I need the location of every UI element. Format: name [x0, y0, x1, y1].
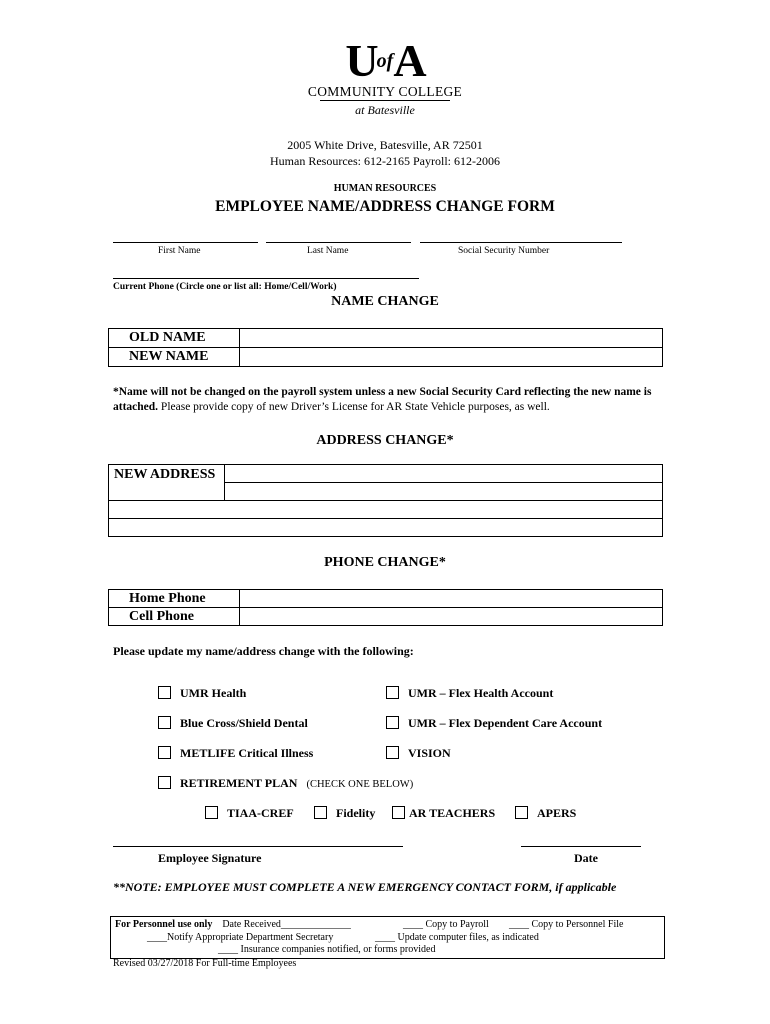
checkbox-icon[interactable] [158, 776, 171, 789]
name-change-note [113, 385, 668, 415]
ssn-field[interactable] [420, 242, 622, 243]
first-name-field[interactable] [113, 242, 258, 243]
checkbox-icon[interactable] [515, 806, 528, 819]
checkbox-icon[interactable] [386, 686, 399, 699]
checkbox-icon[interactable] [158, 716, 171, 729]
retirement-fidelity[interactable] [314, 806, 375, 821]
name-change-heading: NAME CHANGE [331, 294, 439, 309]
option-label: UMR – Flex Dependent Care Account [408, 716, 603, 730]
option-umr-flex-health[interactable] [386, 686, 553, 701]
option-label: UMR Health [180, 686, 247, 700]
option-label: AR TEACHERS [409, 806, 496, 820]
checkbox-icon[interactable] [386, 746, 399, 759]
option-metlife[interactable] [158, 746, 313, 761]
checkbox-icon[interactable] [158, 746, 171, 759]
old-name-input[interactable] [240, 329, 663, 348]
option-label: METLIFE Critical Illness [180, 746, 314, 760]
last-name-field[interactable] [266, 242, 411, 243]
logo-divider [320, 100, 450, 101]
copy-to-personnel: ____ Copy to Personnel File [509, 919, 624, 930]
personnel-use-row1 [115, 919, 351, 930]
checkbox-icon[interactable] [314, 806, 327, 819]
update-intro: Please update my name/address change with the following: [113, 644, 414, 658]
option-label: Fidelity [336, 806, 376, 820]
checkbox-icon[interactable] [392, 806, 405, 819]
form-title: EMPLOYEE NAME/ADDRESS CHANGE FORM [215, 198, 555, 215]
retirement-apers[interactable] [515, 806, 576, 821]
current-phone-field[interactable] [113, 278, 419, 279]
update-computer-files: ____ Update computer files, as indicated [375, 932, 539, 943]
emergency-contact-note: **NOTE: EMPLOYEE MUST COMPLETE A NEW EMERGENCY CONTACT FORM, if applicable [113, 880, 617, 894]
cell-phone-input[interactable] [240, 608, 663, 626]
retirement-tiaa-cref[interactable] [205, 806, 294, 821]
option-label: VISION [408, 746, 451, 760]
employee-signature-label: Employee Signature [158, 851, 262, 865]
logo-college-name: COMMUNITY COLLEGE [307, 84, 463, 99]
checkbox-icon[interactable] [386, 716, 399, 729]
option-umr-flex-dependent[interactable] [386, 716, 602, 731]
new-name-label: NEW NAME [109, 348, 240, 367]
name-change-note-plain: Please provide copy of new Driver’s License for AR State Vehicle purposes, as well. [160, 401, 550, 413]
logo-campus: at Batesville [355, 103, 415, 117]
home-phone-label: Home Phone [109, 590, 240, 608]
date-label: Date [574, 851, 598, 865]
first-name-label: First Name [158, 246, 201, 256]
option-retirement-plan[interactable] [158, 776, 413, 791]
current-phone-label: Current Phone (Circle one or list all: Home/Cell/Work) [113, 282, 337, 292]
insurance-notified: ____ Insurance companies notified, or forms provided [218, 944, 436, 955]
option-umr-health[interactable] [158, 686, 246, 701]
option-label: APERS [537, 806, 577, 820]
employee-signature-field[interactable] [113, 846, 403, 847]
notify-secretary: ____Notify Appropriate Department Secretary [147, 932, 334, 943]
ssn-label: Social Security Number [458, 246, 550, 256]
home-phone-input[interactable] [240, 590, 663, 608]
checkbox-icon[interactable] [205, 806, 218, 819]
address-change-table [108, 464, 663, 537]
checkbox-icon[interactable] [158, 686, 171, 699]
logo-of: of [376, 50, 394, 72]
name-change-note-bold: *Name will not be changed on the payroll system unless a new Social Security Card reflecting the new name is attached. [113, 386, 652, 413]
phone-change-heading: PHONE CHANGE* [324, 555, 446, 570]
date-field[interactable] [521, 846, 641, 847]
address-line-3-input[interactable] [109, 501, 663, 519]
logo-letter-a: A [393, 35, 425, 86]
name-change-table [108, 328, 663, 367]
retirement-hint: (CHECK ONE BELOW) [306, 779, 414, 790]
option-blue-cross-dental[interactable] [158, 716, 308, 731]
personnel-use-label: For Personnel use only [115, 919, 213, 930]
option-vision[interactable] [386, 746, 451, 761]
option-label: UMR – Flex Health Account [408, 686, 554, 700]
option-label: TIAA-CREF [227, 806, 294, 820]
address-line-4-input[interactable] [109, 519, 663, 537]
address-line-1-input[interactable] [225, 465, 663, 483]
retirement-ar-teachers[interactable] [392, 806, 495, 821]
phone-change-table [108, 589, 663, 626]
address-change-heading: ADDRESS CHANGE* [316, 433, 454, 448]
copy-to-payroll: ____ Copy to Payroll [403, 919, 489, 930]
option-label: Blue Cross/Shield Dental [180, 716, 308, 730]
last-name-label: Last Name [307, 246, 349, 256]
logo-letter-u: U [345, 35, 377, 86]
date-received: Date Received______________ [222, 919, 351, 930]
new-address-label: NEW ADDRESS [109, 465, 225, 501]
new-name-input[interactable] [240, 348, 663, 367]
college-logo [0, 35, 770, 86]
department-label: HUMAN RESOURCES [333, 183, 437, 194]
college-address: 2005 White Drive, Batesville, AR 72501 [287, 138, 483, 152]
option-label: RETIREMENT PLAN [180, 776, 298, 790]
revision-footer: Revised 03/27/2018 For Full-time Employees [113, 958, 297, 969]
personnel-use-box [110, 916, 665, 959]
address-line-2-input[interactable] [225, 483, 663, 501]
old-name-label: OLD NAME [109, 329, 240, 348]
cell-phone-label: Cell Phone [109, 608, 240, 626]
college-phones: Human Resources: 612-2165 Payroll: 612-2006 [270, 154, 500, 168]
